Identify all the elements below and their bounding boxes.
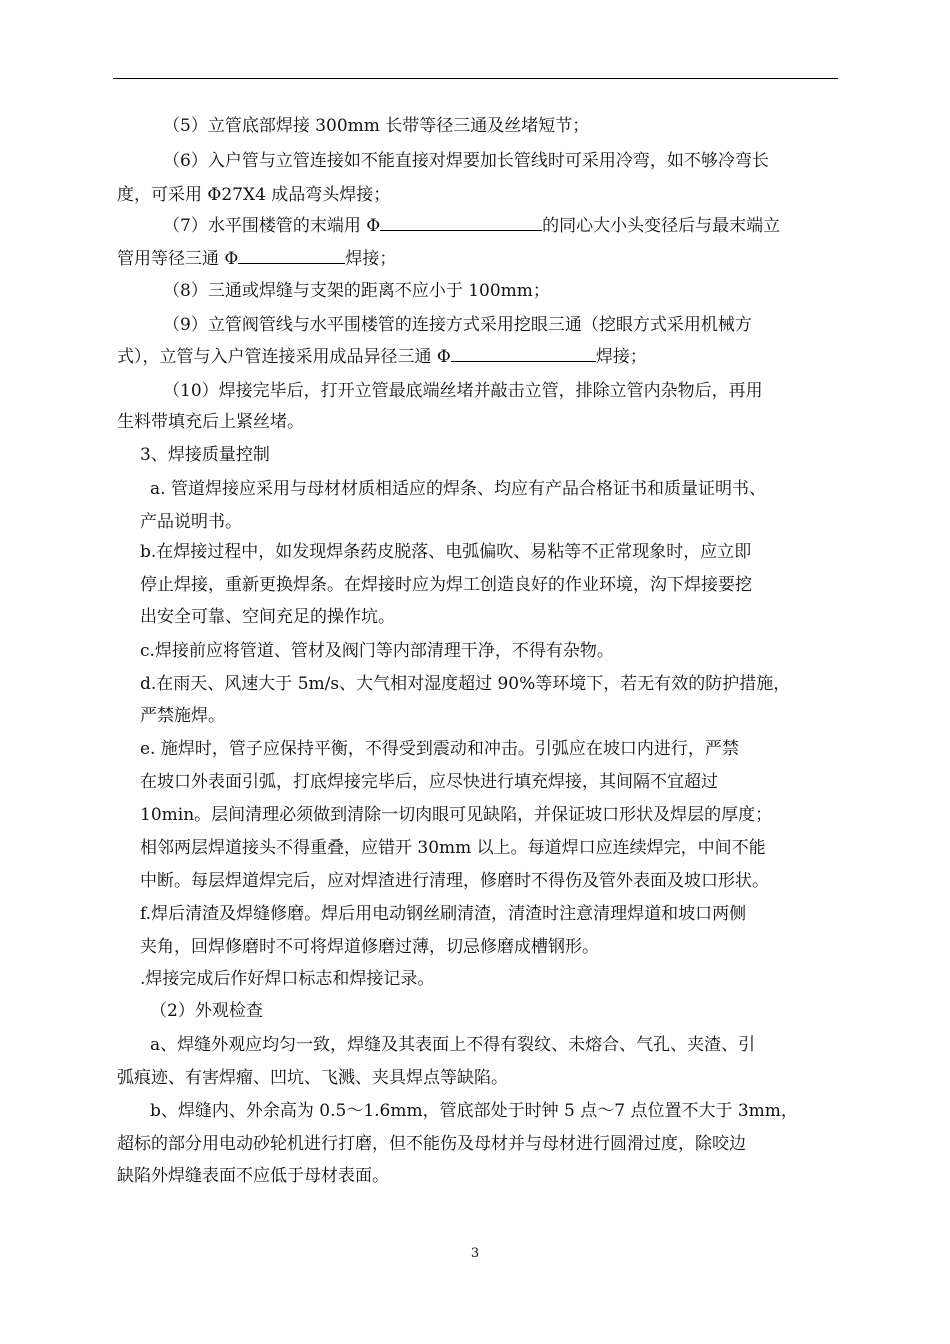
text-line: 严禁施焊。	[140, 706, 225, 726]
fill-in-blank	[380, 213, 542, 231]
text-line: 度，可采用 Φ27X4 成品弯头焊接；	[117, 185, 391, 205]
text-line: 停止焊接，重新更换焊条。在焊接时应为焊工创造良好的作业环境，沟下焊接要挖	[140, 575, 752, 595]
text-line: e. 施焊时，管子应保持平衡，不得受到震动和冲击。引弧应在坡口内进行，严禁	[140, 739, 739, 759]
text-line: a. 管道焊接应采用与母材材质相适应的焊条、均应有产品合格证书和质量证明书、	[150, 479, 766, 499]
section-heading: 3、焊接质量控制	[140, 445, 270, 465]
text-fragment: （7）水平围楼管的末端用 Φ	[163, 216, 381, 236]
text-line: （5）立管底部焊接 300mm 长带等径三通及丝堵短节；	[163, 116, 590, 136]
text-line: 弧痕迹、有害焊瘤、凹坑、飞溅、夹具焊点等缺陷。	[117, 1068, 508, 1088]
text-line: 中断。每层焊道焊完后，应对焊渣进行清理，修磨时不得伤及管外表面及坡口形状。	[140, 871, 769, 891]
text-line: b、焊缝内、外余高为 0.5～1.6mm，管底部处于时钟 5 点～7 点位置不大于 3mm，	[150, 1101, 798, 1121]
text-line: 缺陷外焊缝表面不应低于母材表面。	[117, 1166, 389, 1186]
text-line	[117, 246, 396, 271]
fill-in-blank	[451, 344, 596, 362]
header-rule	[113, 78, 838, 79]
text-line: 在坡口外表面引弧，打底焊接完毕后，应尽快进行填充焊接，其间隔不宜超过	[140, 772, 718, 792]
fill-in-blank	[238, 246, 345, 264]
text-line: （6）入户管与立管连接如不能直接对焊要加长管线时可采用冷弯，如不够冷弯长	[163, 151, 769, 171]
text-line: 生料带填充后上紧丝堵。	[117, 412, 304, 432]
text-line: b.在焊接过程中，如发现焊条药皮脱落、电弧偏吹、易粘等不正常现象时，应立即	[140, 542, 752, 562]
text-line	[117, 344, 647, 369]
text-line: 相邻两层焊道接头不得重叠，应错开 30mm 以上。每道焊口应连续焊完，中间不能	[140, 838, 766, 858]
text-line: （8）三通或焊缝与支架的距离不应小于 100mm；	[163, 281, 550, 301]
text-line: （10）焊接完毕后，打开立管最底端丝堵并敲击立管，排除立管内杂物后，再用	[163, 381, 763, 401]
text-line: .焊接完成后作好焊口标志和焊接记录。	[140, 969, 435, 989]
text-line: （9）立管阀管线与水平围楼管的连接方式采用挖眼三通（挖眼方式采用机械方	[163, 315, 752, 335]
text-line: c.焊接前应将管道、管材及阀门等内部清理干净，不得有杂物。	[140, 641, 614, 661]
text-fragment: 焊接；	[345, 249, 397, 269]
text-line: d.在雨天、风速大于 5m/s、大气相对湿度超过 90%等环境下，若无有效的防护措施，	[140, 674, 791, 694]
text-line: 10min。层间清理必须做到清除一切肉眼可见缺陷，并保证坡口形状及焊层的厚度；	[140, 805, 773, 825]
text-fragment: 式），立管与入户管连接采用成品异径三通 Φ	[117, 347, 451, 367]
text-line: 出安全可靠、空间充足的操作坑。	[140, 607, 395, 627]
section-heading: （2）外观检查	[150, 1001, 263, 1021]
text-fragment: 的同心大小头变径后与最末端立	[542, 216, 781, 236]
text-line: 夹角，回焊修磨时不可将焊道修磨过薄，切忌修磨成槽钢形。	[140, 937, 599, 957]
text-line	[163, 213, 780, 238]
text-line: a、焊缝外观应均匀一致，焊缝及其表面上不得有裂纹、未熔合、气孔、夹渣、引	[150, 1035, 756, 1055]
text-line: 产品说明书。	[140, 512, 242, 532]
text-fragment: 焊接；	[595, 347, 647, 367]
page-number: 3	[470, 1246, 480, 1261]
text-fragment: 管用等径三通 Φ	[117, 249, 239, 269]
text-line: f.焊后清渣及焊缝修磨。焊后用电动钢丝刷清渣，清渣时注意清理焊道和坡口两侧	[140, 904, 747, 924]
text-line: 超标的部分用电动砂轮机进行打磨，但不能伤及母材并与母材进行圆滑过度，除咬边	[117, 1134, 746, 1154]
